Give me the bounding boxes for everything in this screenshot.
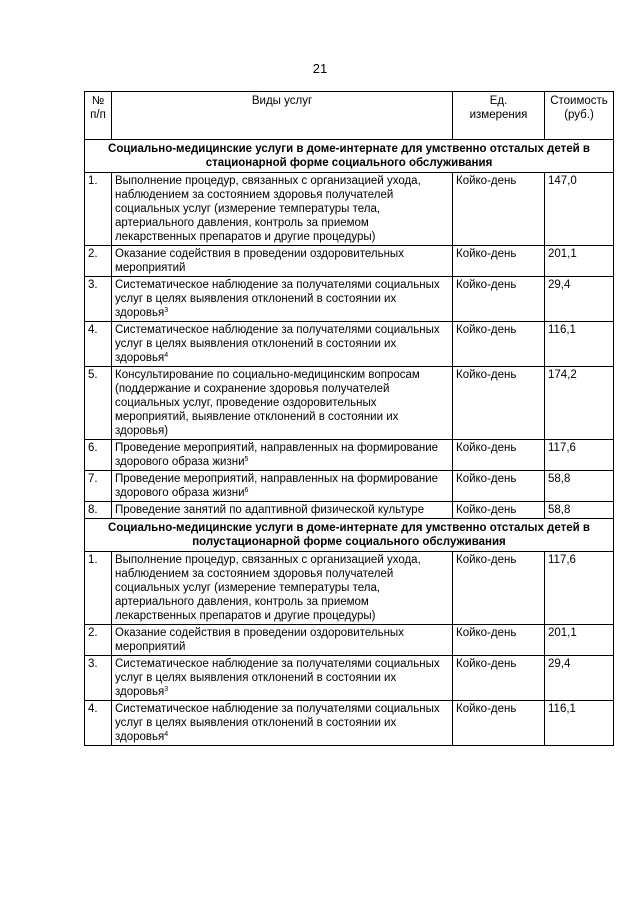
header-unit-line2: измерения [469, 109, 528, 121]
unit-of-measure: Койко-день [453, 440, 545, 471]
footnote-marker: 3 [164, 686, 169, 693]
row-number: 2. [85, 625, 112, 656]
footnote-marker: 4 [164, 352, 169, 359]
service-cost: 29,4 [545, 656, 614, 701]
table-row [85, 471, 614, 502]
unit-of-measure: Койко-день [453, 656, 545, 701]
footnote-marker: 3 [164, 307, 169, 314]
unit-of-measure: Койко-день [453, 701, 545, 746]
service-name: Оказание содействия в проведении оздоровительных мероприятий [115, 627, 404, 653]
header-cost [545, 92, 614, 140]
unit-of-measure: Койко-день [453, 367, 545, 440]
unit-of-measure: Койко-день [453, 246, 545, 277]
service-cost: 174,2 [545, 367, 614, 440]
unit-of-measure: Койко-день [453, 322, 545, 367]
service-cost: 201,1 [545, 246, 614, 277]
row-number: 4. [85, 322, 112, 367]
row-number: 4. [85, 701, 112, 746]
table-header-row [85, 92, 614, 140]
header-cost-line1: Стоимость [550, 95, 608, 107]
row-number: 1. [85, 173, 112, 246]
row-number: 2. [85, 246, 112, 277]
unit-of-measure: Койко-день [453, 625, 545, 656]
table-row [85, 277, 614, 322]
footnote-marker: 5 [244, 456, 249, 463]
service-cost: 201,1 [545, 625, 614, 656]
service-cost: 116,1 [545, 701, 614, 746]
row-number: 5. [85, 367, 112, 440]
table-body [85, 140, 614, 746]
service-name-cell [112, 701, 453, 746]
header-service-type-label: Виды услуг [251, 95, 313, 107]
row-number: 6. [85, 440, 112, 471]
header-unit [453, 92, 545, 140]
service-name-cell [112, 367, 453, 440]
service-name-cell [112, 552, 453, 625]
service-name: Проведение занятий по адаптивной физической культуре [115, 504, 425, 516]
header-number-line1: № [91, 95, 105, 107]
service-cost: 58,8 [545, 502, 614, 519]
service-name: Проведение мероприятий, направленных на формирование здорового образа жизни [115, 442, 439, 468]
service-name: Систематическое наблюдение за получателями социальных услуг в целях выявления отклонений в состоянии их здоровья [115, 324, 440, 364]
table-row [85, 440, 614, 471]
unit-of-measure: Койко-день [453, 502, 545, 519]
page-number: 21 [312, 61, 328, 76]
header-number [85, 92, 112, 140]
section-title: Социально-медицинские услуги в доме-интернате для умственно отсталых детей в стационарной форме социального обслуживания [85, 140, 614, 173]
header-service-type [112, 92, 453, 140]
service-name-cell [112, 322, 453, 367]
row-number: 8. [85, 502, 112, 519]
footnote-marker: 6 [244, 487, 249, 494]
table-row [85, 552, 614, 625]
unit-of-measure: Койко-день [453, 277, 545, 322]
service-name: Систематическое наблюдение за получателями социальных услуг в целях выявления отклонений в состоянии их здоровья [115, 279, 440, 319]
service-name: Консультирование по социально-медицинским вопросам (поддержание и сохранение здоровья получателей социальных услуг, проведение оздоровительных мероприятий, выявление отклонений в состоянии их здоровья) [115, 369, 420, 437]
table-row [85, 656, 614, 701]
service-cost: 117,6 [545, 552, 614, 625]
service-name-cell [112, 656, 453, 701]
service-cost: 58,8 [545, 471, 614, 502]
service-cost: 117,6 [545, 440, 614, 471]
service-name: Систематическое наблюдение за получателями социальных услуг в целях выявления отклонений в состоянии их здоровья [115, 658, 440, 698]
service-name: Выполнение процедур, связанных с организацией ухода, наблюдением за состоянием здоровья получателей социальных услуг (измерение температуры тела, артериального давления, контроль за приемом лекарственных препаратов и другие процедуры) [115, 175, 421, 243]
footnote-marker: 4 [164, 731, 169, 738]
service-name: Систематическое наблюдение за получателями социальных услуг в целях выявления отклонений в состоянии их здоровья [115, 703, 440, 743]
section-header-row [85, 519, 614, 552]
table-row [85, 246, 614, 277]
table-row [85, 173, 614, 246]
unit-of-measure: Койко-день [453, 552, 545, 625]
row-number: 1. [85, 552, 112, 625]
row-number: 3. [85, 277, 112, 322]
service-name: Выполнение процедур, связанных с организацией ухода, наблюдением за состоянием здоровья получателей социальных услуг (измерение температуры тела, артериального давления, контроль за приемом лекарственных препаратов и другие процедуры) [115, 554, 421, 622]
service-name-cell [112, 625, 453, 656]
unit-of-measure: Койко-день [453, 173, 545, 246]
header-cost-line2: (руб.) [564, 109, 594, 121]
service-name-cell [112, 502, 453, 519]
section-header-row [85, 140, 614, 173]
service-cost: 116,1 [545, 322, 614, 367]
table-row [85, 502, 614, 519]
row-number: 3. [85, 656, 112, 701]
table-row [85, 625, 614, 656]
service-name-cell [112, 173, 453, 246]
table-row [85, 367, 614, 440]
services-table [84, 91, 614, 746]
service-name-cell [112, 246, 453, 277]
header-unit-line1: Ед. [489, 95, 508, 107]
service-name-cell [112, 277, 453, 322]
section-title: Социально-медицинские услуги в доме-интернате для умственно отсталых детей в полустационарной форме социального обслуживания [85, 519, 614, 552]
service-name: Проведение мероприятий, направленных на формирование здорового образа жизни [115, 473, 439, 499]
service-name: Оказание содействия в проведении оздоровительных мероприятий [115, 248, 404, 274]
service-cost: 147,0 [545, 173, 614, 246]
service-name-cell [112, 471, 453, 502]
unit-of-measure: Койко-день [453, 471, 545, 502]
row-number: 7. [85, 471, 112, 502]
header-number-line2: п/п [90, 109, 106, 121]
table-row [85, 322, 614, 367]
service-name-cell [112, 440, 453, 471]
service-cost: 29,4 [545, 277, 614, 322]
table-row [85, 701, 614, 746]
